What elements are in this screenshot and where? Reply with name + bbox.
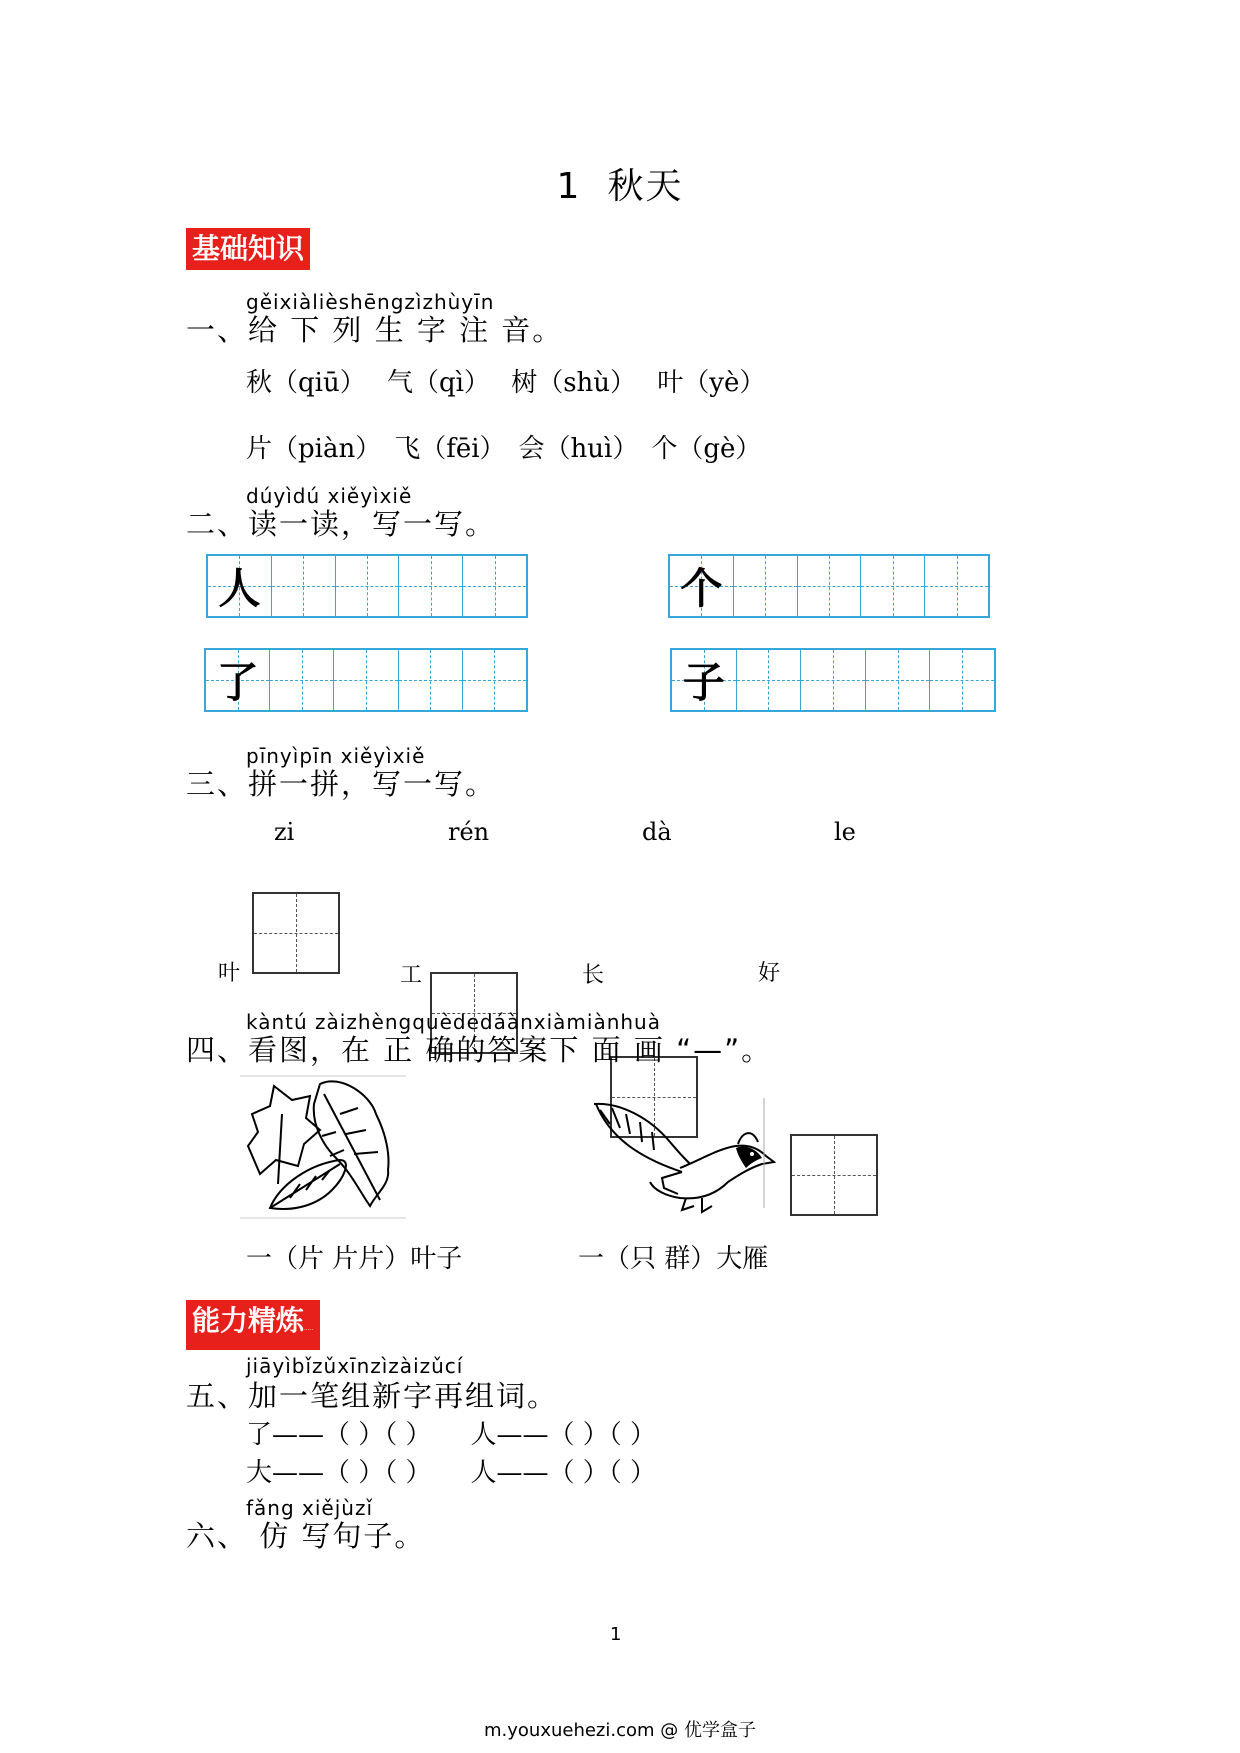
q4-option-2[interactable]: 一（只 群）大雁 [578,1244,769,1274]
q1-title: 一、给 下 列 生 字 注 音。 [186,313,564,347]
q6-title: 六、 仿 写句子。 [186,1519,426,1553]
page-number: 1 [610,1624,622,1645]
grid-char: 人 [218,564,261,613]
grid-char: 子 [682,658,725,707]
tian-grid-4[interactable] [790,1134,878,1216]
q1-pinyin: gěixiàlièshēngzìzhùyīn [246,290,495,314]
tian-grid-1[interactable] [252,892,340,974]
writing-grid-3[interactable] [204,648,528,712]
writing-grid-2[interactable] [668,554,990,618]
footer-site[interactable]: m.youxuehezi.com @ 优学盒子 [483,1720,756,1741]
q4-title: 四、看图，在 正 确的答案下 面 画 “—”。 [186,1033,773,1067]
writing-grid-1[interactable] [206,554,528,618]
q2-title: 二、读一读，写一写。 [186,507,497,541]
q5-title: 五、加一笔组新字再组词。 [186,1379,559,1413]
q3-hint-4: 好 [758,961,781,986]
q5-row2: 大——（ ）（ ） 人——（ ）（ ） [246,1458,657,1488]
q3-pinyin-3: dà [642,818,672,846]
q4-pinyin: kàntú zàizhèngquèdedáànxiàmiànhuà [246,1010,661,1034]
q3-pinyin: pīnyìpīn xiěyìxiě [246,744,426,768]
q1-row1: 秋（qiū） 气（qì） 树（shù） 叶（yè） [246,368,766,398]
q5-pinyin: jiāyìbǐzǔxīnzìzàizǔcí [246,1354,464,1378]
q3-title: 三、拼一拼，写一写。 [186,767,497,801]
q6-pinyin: fǎng xiějùzǐ [246,1496,374,1520]
q3-pinyin-4: le [834,818,856,846]
q3-pinyin-1: zi [274,818,295,846]
wild-goose-illustration [590,1098,776,1226]
q5-row1: 了——（ ）（ ） 人——（ ）（ ） [246,1420,657,1450]
writing-grid-4[interactable] [670,648,996,712]
grid-char: 了 [216,658,259,707]
section-badge-basic: 基础知识 [186,228,310,270]
leaves-illustration [240,1074,406,1220]
lesson-title: 秋天 [607,166,684,207]
section-badge-ability: 能力精炼..... [186,1300,320,1350]
q2-pinyin: dúyìdú xiěyìxiě [246,484,413,508]
q3-pinyin-2: rén [448,818,490,846]
lesson-number: 1 [556,166,582,207]
page-title [0,158,1240,209]
q3-hint-2: 工 [400,963,423,988]
q3-hint-3: 长 [582,963,605,988]
q1-row2: 片（piàn） 飞（fēi） 会（huì） 个（gè） [246,434,762,464]
grid-char: 个 [680,564,723,613]
q3-hint-1: 叶 [218,961,241,986]
q4-option-1[interactable]: 一（片 片片）叶子 [246,1244,463,1274]
